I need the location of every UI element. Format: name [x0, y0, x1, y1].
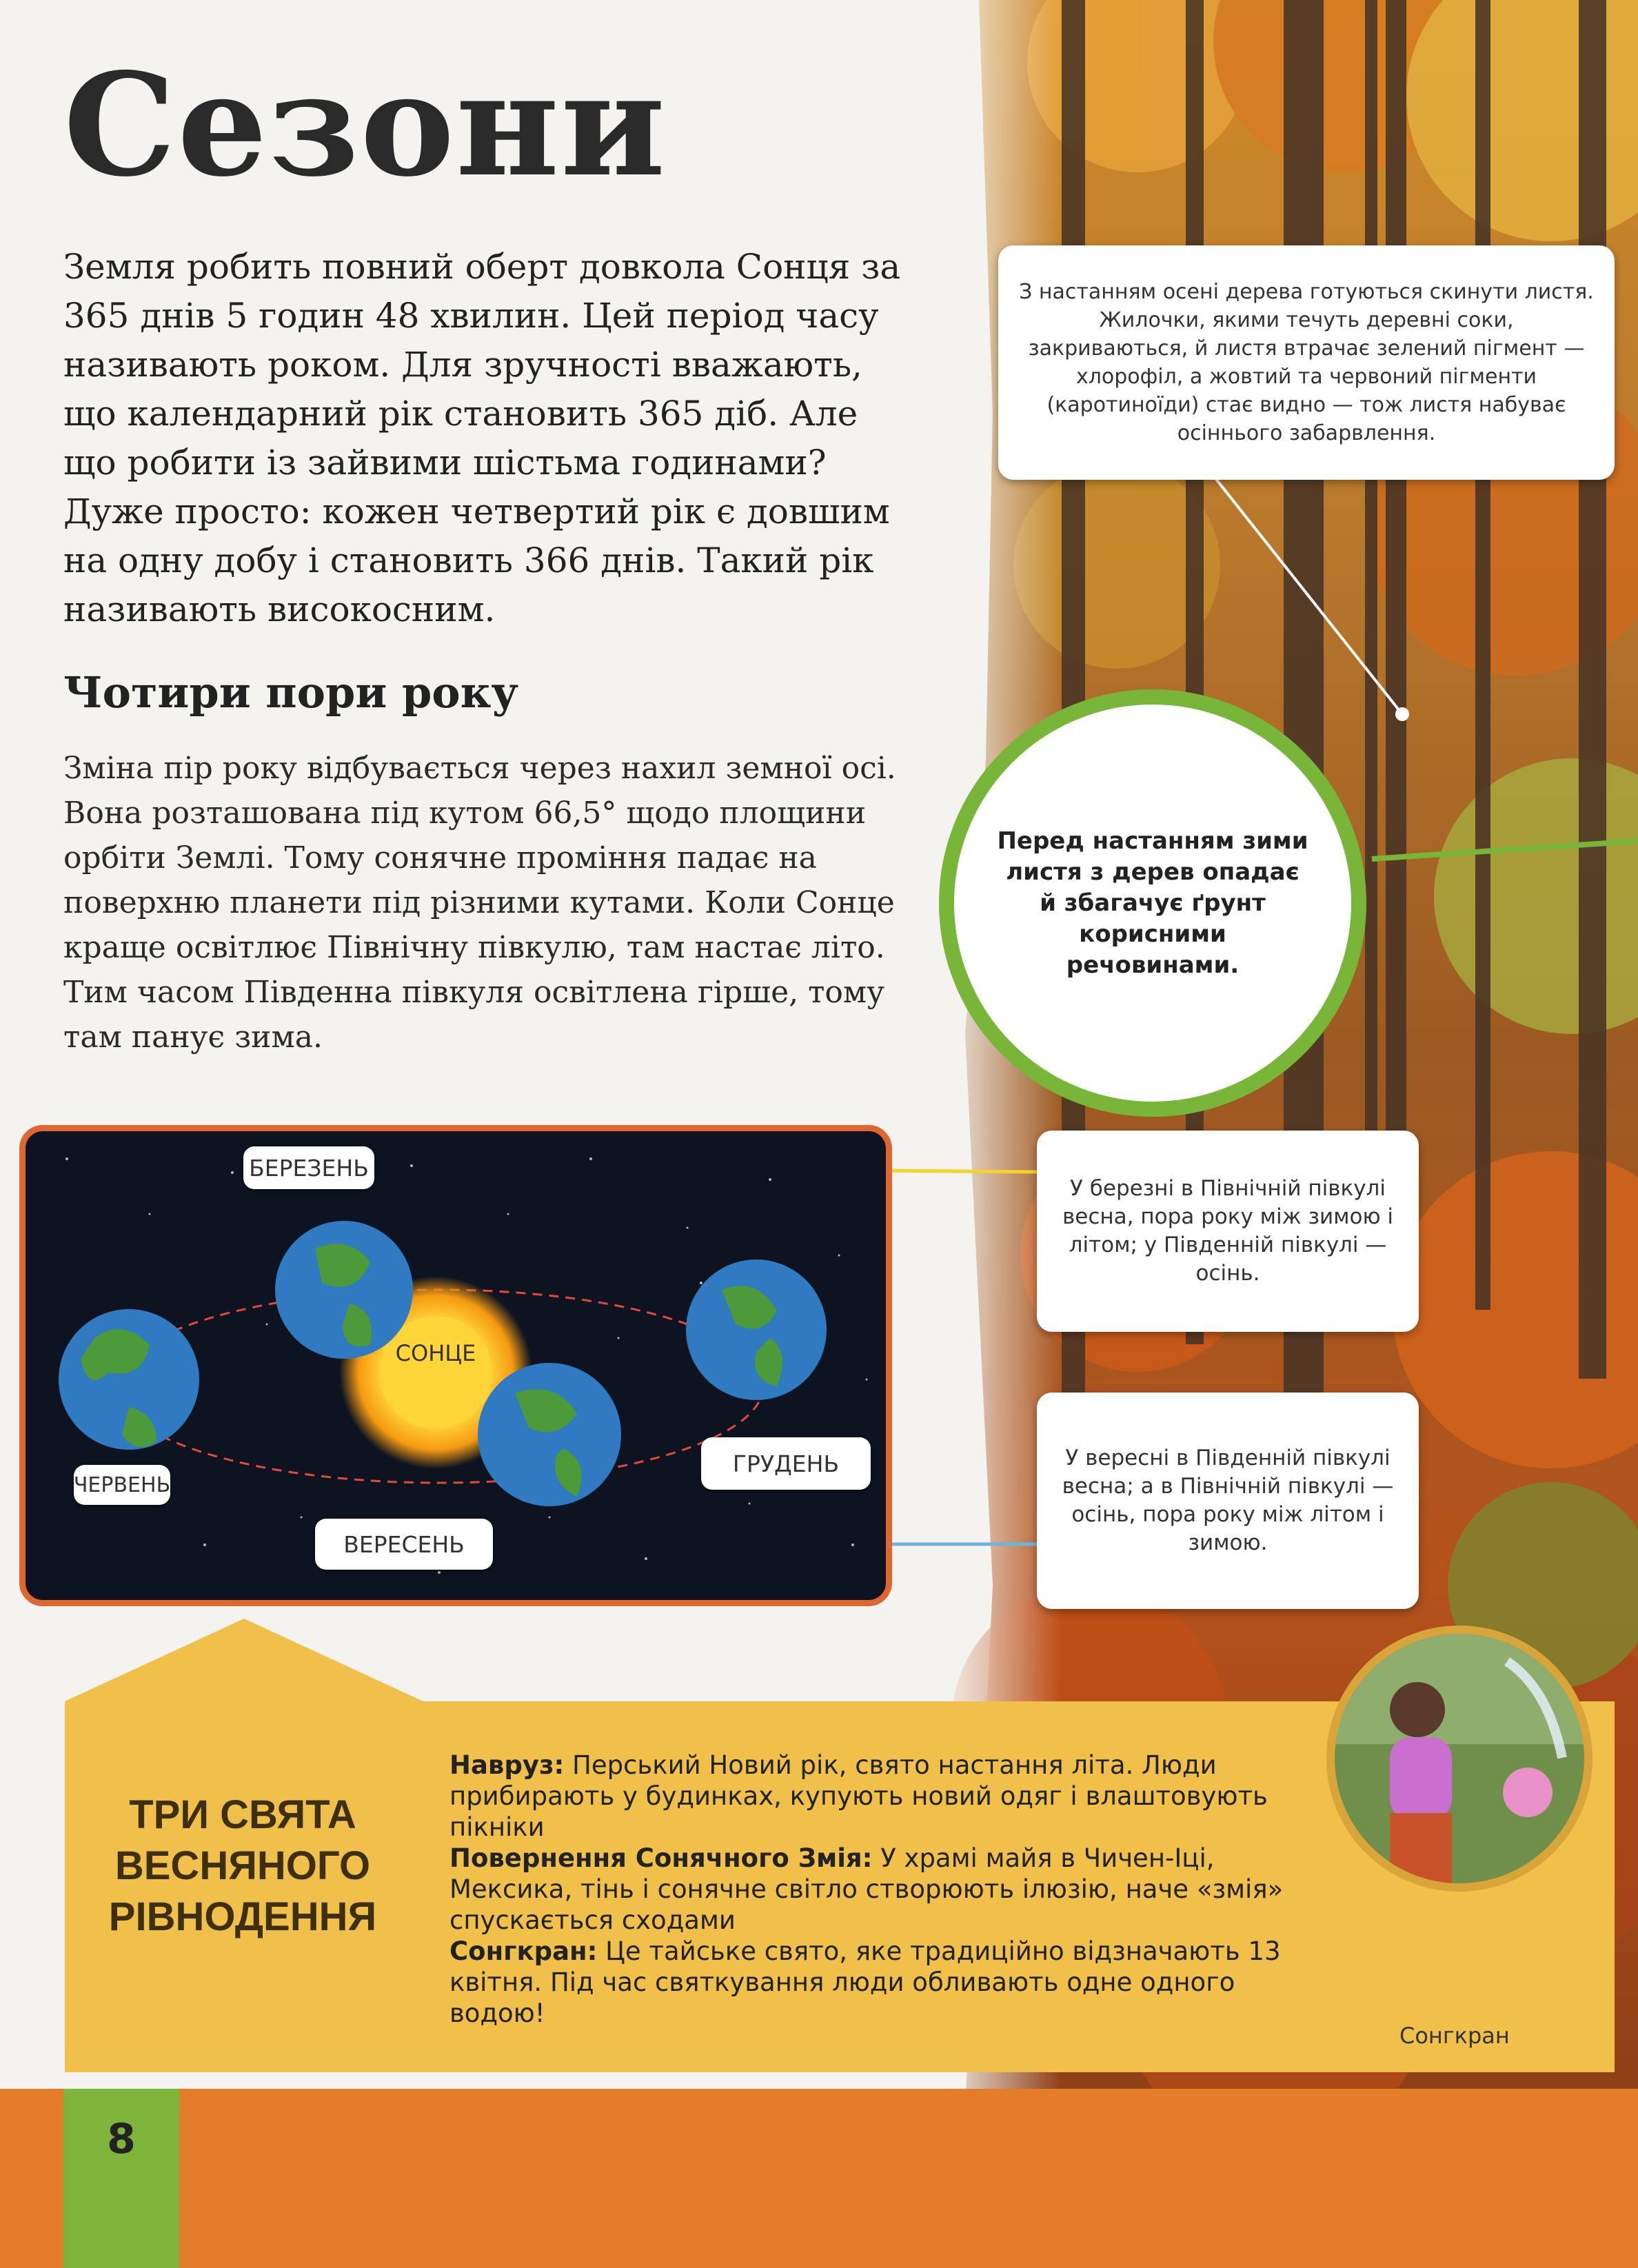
- autumn-callout-text: З настанням осені дерева готуються скинути листя. Жилочки, якими течуть деревні соки, закриваються, й листя втрачає зелений пігмент — хлорофіл, а жовтий та червоний пігменти (каротиноїди) стає видно — тож листя набуває осіннього забарвлення.: [1019, 280, 1594, 445]
- songkran-photo: [1326, 1626, 1593, 1892]
- label-september: ВЕРЕСЕНЬ: [315, 1519, 493, 1570]
- festival-item: [449, 1750, 1304, 1843]
- label-december: ГРУДЕНЬ: [701, 1437, 871, 1490]
- label-sun: СОНЦЕ: [395, 1340, 476, 1366]
- festival-item: [449, 1843, 1304, 1936]
- orbit-diagram: [19, 1125, 892, 1606]
- earth-september: [478, 1363, 621, 1506]
- september-callout: [1037, 1393, 1419, 1609]
- festival-name: Повернення Сонячного Змія:: [449, 1843, 873, 1873]
- section-paragraph: Зміна пір року відбувається через нахил земної осі. Вона розташована під кутом 66,5° щодо площини орбіти Землі. Тому сонячне проміння падає на поверхню планети під різними кутами. Коли Сонце краще освітлює Північну півкулю, там настає літо. Тим часом Південна півкуля освітлена гірше, тому там панує зима.: [63, 751, 896, 1055]
- festival-name: Навруз:: [449, 1750, 565, 1780]
- festival-description: Перський Новий рік, свято настання літа. Люди прибирають у будинках, купують новий одяг і влаштовують пікніки: [449, 1750, 1268, 1842]
- festival-item: [449, 1936, 1304, 2029]
- march-callout-text: У березні в Північній півкулі весна, пора року між зимою і літом; у Південній півкулі — осінь.: [1062, 1176, 1393, 1286]
- intro-paragraph: Земля робить повний оберт довкола Сонця за 365 днів 5 годин 48 хвилин. Цей період часу називають роком. Для зручності вважають, що календарний рік становить 365 діб. Але що робити із зайвими шістьма годинами? Дуже просто: кожен четвертий рік є довшим на одну добу і становить 366 днів. Такий рік називають високосним.: [63, 247, 901, 629]
- autumn-callout: [998, 245, 1615, 480]
- footer-bar: [0, 2089, 1638, 2268]
- september-callout-text: У вересні в Південній півкулі весна; а в Північній півкулі — осінь, пора року між літом і зимою.: [1062, 1446, 1394, 1555]
- festivals-title: ТРИ СВЯТА ВЕСНЯНОГО РІВНОДЕННЯ: [108, 1792, 377, 1939]
- section-heading: Чотири пори року: [63, 667, 519, 718]
- march-callout: [1037, 1131, 1419, 1332]
- label-june: ЧЕРВЕНЬ: [74, 1465, 170, 1505]
- leaves-fall-text: Перед настанням зими листя з дерев опадає й збагачує ґрунт корисними речовинами.: [997, 827, 1308, 979]
- earth-december: [686, 1259, 827, 1400]
- festival-name: Сонгкран:: [449, 1936, 598, 1966]
- earth-june: [59, 1309, 199, 1450]
- festival-description: Це тайське свято, яке традиційно відзначають 13 квітня. Під час святкування люди обливають одне одного водою!: [449, 1936, 1281, 2028]
- page-title: Сезони: [63, 43, 667, 208]
- label-march: БЕРЕЗЕНЬ: [243, 1146, 374, 1189]
- festival-description: У храмі майя в Чичен-Іці, Мексика, тінь і сонячне світло створюють ілюзію, наче «змія» спускається сходами: [449, 1843, 1284, 1935]
- festivals-list: [449, 1750, 1304, 2029]
- page-number: 8: [107, 2115, 136, 2163]
- photo-caption: Сонгкран: [1399, 2023, 1510, 2049]
- leaves-fall-callout: [939, 689, 1366, 1117]
